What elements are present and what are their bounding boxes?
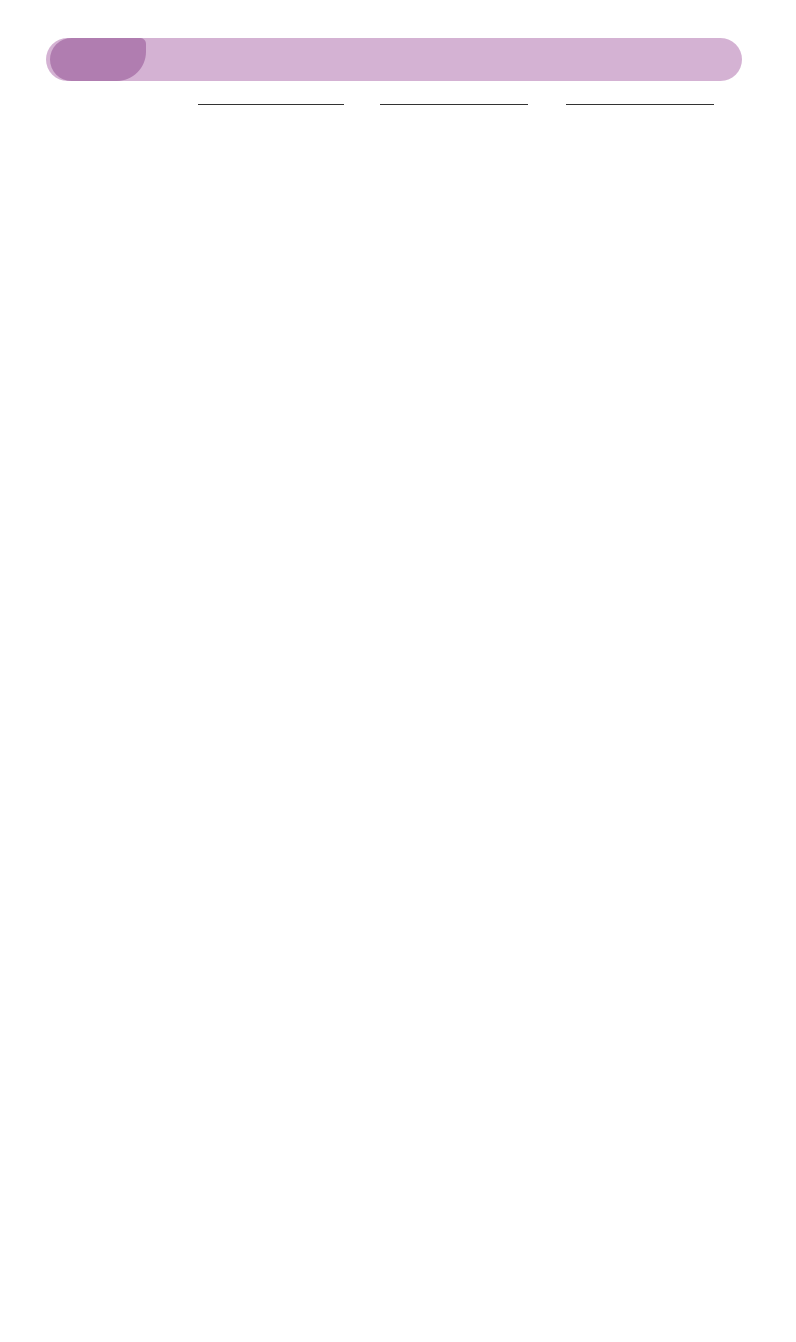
service-2 [380, 102, 528, 109]
service-name [198, 102, 344, 105]
service-1 [198, 102, 344, 109]
logo-shape [50, 38, 146, 81]
service-name [380, 102, 528, 105]
header-banner [46, 38, 742, 81]
service-name [566, 102, 714, 105]
indo-section [0, 100, 796, 160]
service-3 [566, 102, 714, 109]
